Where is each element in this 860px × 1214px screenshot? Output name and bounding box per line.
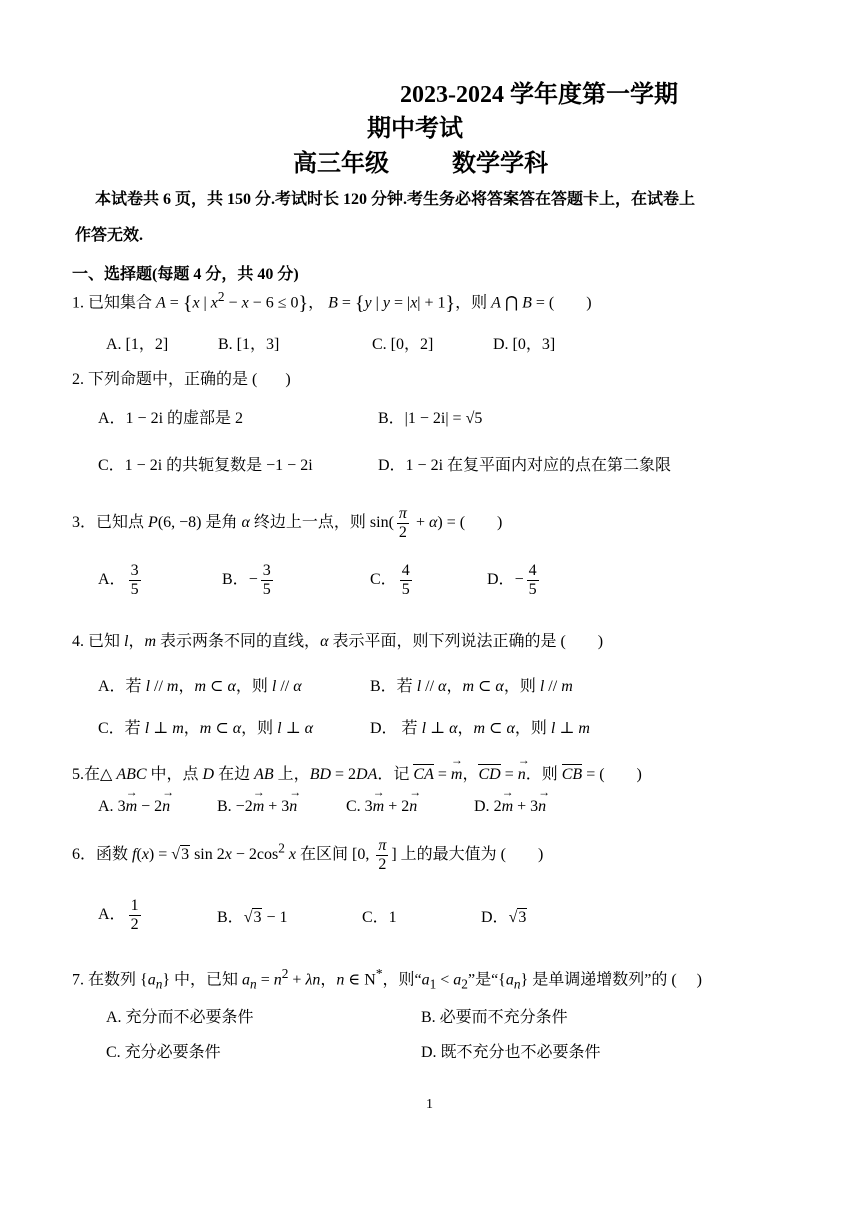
q7-option-d: D. 既不充分也不必要条件 [421,1044,601,1061]
question-2-stem: 2. 下列命题中，正确的是 ( ) [72,371,291,388]
q5-option-d: D. 2→ m + 3→ n [474,798,546,816]
q3-option-c: C． $\frac{4}{5}$ [370,562,410,598]
section-title: 一、选择题(每题 4 分，共 40 分) [72,266,299,283]
q7-option-c: C. 充分必要条件 [106,1044,221,1061]
q2-option-a: A．1 − 2i 的虚部是 2 [98,410,244,427]
q2-option-d: D．1 − 2i 在复平面内对应的点在第二象限 [378,457,672,474]
question-1-stem: 1. 已知集合 A = {x | $x^2 - x - 6 \le 0$}， B = {y | y = |x| + 1}，则 A ⋂ B = ( ) [72,289,592,315]
instructions-line2: 作答无效. [75,227,144,244]
exam-title: 期中考试 [367,116,463,142]
q2-option-c: C．1 − 2i 的共轭复数是 −1 − 2i [98,457,313,474]
question-6-stem: 6．函数 f(x) = √3 $\sin 2x - 2\cos^2$ x 在区间 [0, $\frac{\pi}{2}$ ] 上的最大值为 ( ) [72,837,544,873]
page-number: 1 [426,1097,433,1112]
q1-option-d: D. [0，3] [493,336,556,353]
question-7-stem: 7. 在数列 $\{a_n\}$ 中，已知 $a_n = n^2 + \lambda n$，n ∈ N*，则“$a_1 < a_2$”是“$\{a_n\}$ 是单调递增数列”的 ( ) [72,966,702,992]
q6-option-c: C．1 [362,909,397,926]
question-5-stem: 5.在△ ABC 中，点 D 在边 AB 上，BD = 2DA．记 CA = → m，CD = → n．则 CB = ( ) [72,761,642,784]
q6-option-b: B．√3 − 1 [217,909,288,926]
q6-option-d: D．√3 [481,909,527,926]
q6-option-a: A． $\frac{1}{2}$ [98,897,139,933]
q7-option-a: A. 充分而不必要条件 [106,1009,254,1026]
q1-option-a: A. [1，2] [106,336,169,353]
q3-option-b: B．− $\frac{3}{5}$ [222,562,271,598]
q2-option-b: B．|1 − 2i| = √5 [378,410,483,427]
subject-label: 数学学科 [452,151,548,177]
q4-option-a: A．若 l // m，m ⊂ α，则 l // α [98,678,302,695]
q4-option-c: C．若 l ⊥ m，m ⊂ α，则 l ⊥ α [98,720,314,737]
q4-option-b: B．若 l // α，m ⊂ α，则 l // m [370,678,573,695]
q5-option-b: B. −2→ m + 3→ n [217,798,297,816]
grade-label: 高三年级 [293,151,389,177]
q7-option-b: B. 必要而不充分条件 [421,1009,568,1026]
q5-option-a: A. 3→ m − 2→ n [98,798,170,816]
question-4-stem: 4. 已知 l，m 表示两条不同的直线，α 表示平面，则下列说法正确的是 ( ) [72,633,604,650]
q5-option-c: C. 3→ m + 2→ n [346,798,417,816]
instructions-line1: 本试卷共 6 页，共 150 分.考试时长 120 分钟.考生务必将答案答在答题卡上，在试卷上 [95,191,696,208]
q4-option-d: D． 若 l ⊥ α，m ⊂ α，则 l ⊥ m [370,720,590,737]
exam-year-term: 2023-2024 学年度第一学期 [400,82,678,108]
q3-option-d: D．− $\frac{4}{5}$ [487,562,537,598]
q1-option-c: C. [0，2] [372,336,434,353]
q3-option-a: A． $\frac{3}{5}$ [98,562,139,598]
q1-option-b: B. [1，3] [218,336,280,353]
question-3-stem: 3．已知点 P(6, −8) 是角 α 终边上一点，则 sin( $\frac{\pi}{2}$ + α) = ( ) [72,505,503,541]
